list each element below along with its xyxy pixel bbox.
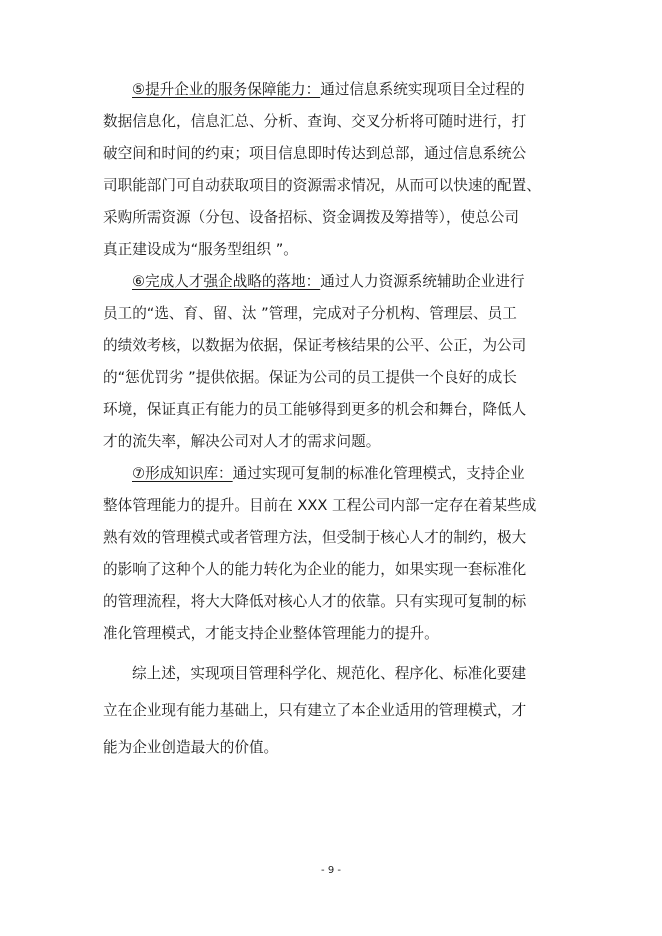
paragraph-5-text: 通过信息系统实现项目全过程的 <box>320 81 525 98</box>
paragraph-5-line-6: 真正建设成为“服务型组织 ”。 <box>103 241 298 258</box>
paragraph-7-line-6: 准化管理模式，才能支持企业整体管理能力的提升。 <box>103 625 439 642</box>
paragraph-7-line-5: 的管理流程，将大大降低对核心人才的依靠。只有实现可复制的标 <box>103 593 527 610</box>
paragraph-6-line-2: 员工的“选、育、留、汰 ”管理，完成对子分机构、管理层、员工 <box>103 305 517 322</box>
summary-line-1: 综上述，实现项目管理科学化、规范化、程序化、标准化要建 <box>132 665 527 682</box>
page-number: - 9 - <box>321 865 341 876</box>
summary-line-3: 能为企业创造最大的价值。 <box>103 739 279 756</box>
paragraph-7-line-3: 熟有效的管理模式或者管理方法，但受制于核心人才的制约，极大 <box>103 529 527 546</box>
paragraph-6-line-1 <box>132 268 563 296</box>
paragraph-6-line-6: 才的流失率，解决公司对人才的需求问题。 <box>103 433 381 450</box>
paragraph-6-line-5: 环境，保证真正有能力的员工能够得到更多的机会和舞台，降低人 <box>103 401 527 418</box>
paragraph-5-line-4: 司职能部门可自动获取项目的资源需求情况，从而可以快速的配置、 <box>103 177 541 194</box>
paragraph-7-line-4: 的影响了这种个人的能力转化为企业的能力，如果实现一套标准化 <box>103 561 527 578</box>
paragraph-6-text: 通过人力资源系统辅助企业进行 <box>320 273 525 290</box>
paragraph-5-line-5: 采购所需资源（分包、设备招标、资金调拨及筹措等），使总公司 <box>103 209 519 226</box>
paragraph-5-line-2: 数据信息化，信息汇总、分析、查询、交叉分析将可随时进行，打 <box>103 113 527 130</box>
paragraph-7-text: 通过实现可复制的标准化管理模式，支持企业 <box>232 465 525 482</box>
paragraph-6-line-3: 的绩效考核，以数据为依据，保证考核结果的公平、公正，为公司 <box>103 337 527 354</box>
paragraph-5-line-3: 破空间和时间的约束；项目信息即时传达到总部，通过信息系统公 <box>103 145 527 162</box>
summary-line-2: 立在企业现有能力基础上，只有建立了本企业适用的管理模式，才 <box>103 702 527 719</box>
paragraph-6-heading: ⑥完成人才强企战略的落地： <box>132 273 321 290</box>
paragraph-5-line-1 <box>132 76 563 104</box>
paragraph-6-line-4: 的“惩优罚劣 ”提供依据。保证为公司的员工提供一个良好的成长 <box>103 369 517 386</box>
paragraph-5-heading: ⑤提升企业的服务保障能力： <box>132 81 321 98</box>
paragraph-7-line-1 <box>132 460 563 488</box>
paragraph-7-heading: ⑦形成知识库： <box>132 465 233 482</box>
paragraph-7-line-2: 整体管理能力的提升。目前在 XXX 工程公司内部一定存在着某些成 <box>103 497 537 514</box>
